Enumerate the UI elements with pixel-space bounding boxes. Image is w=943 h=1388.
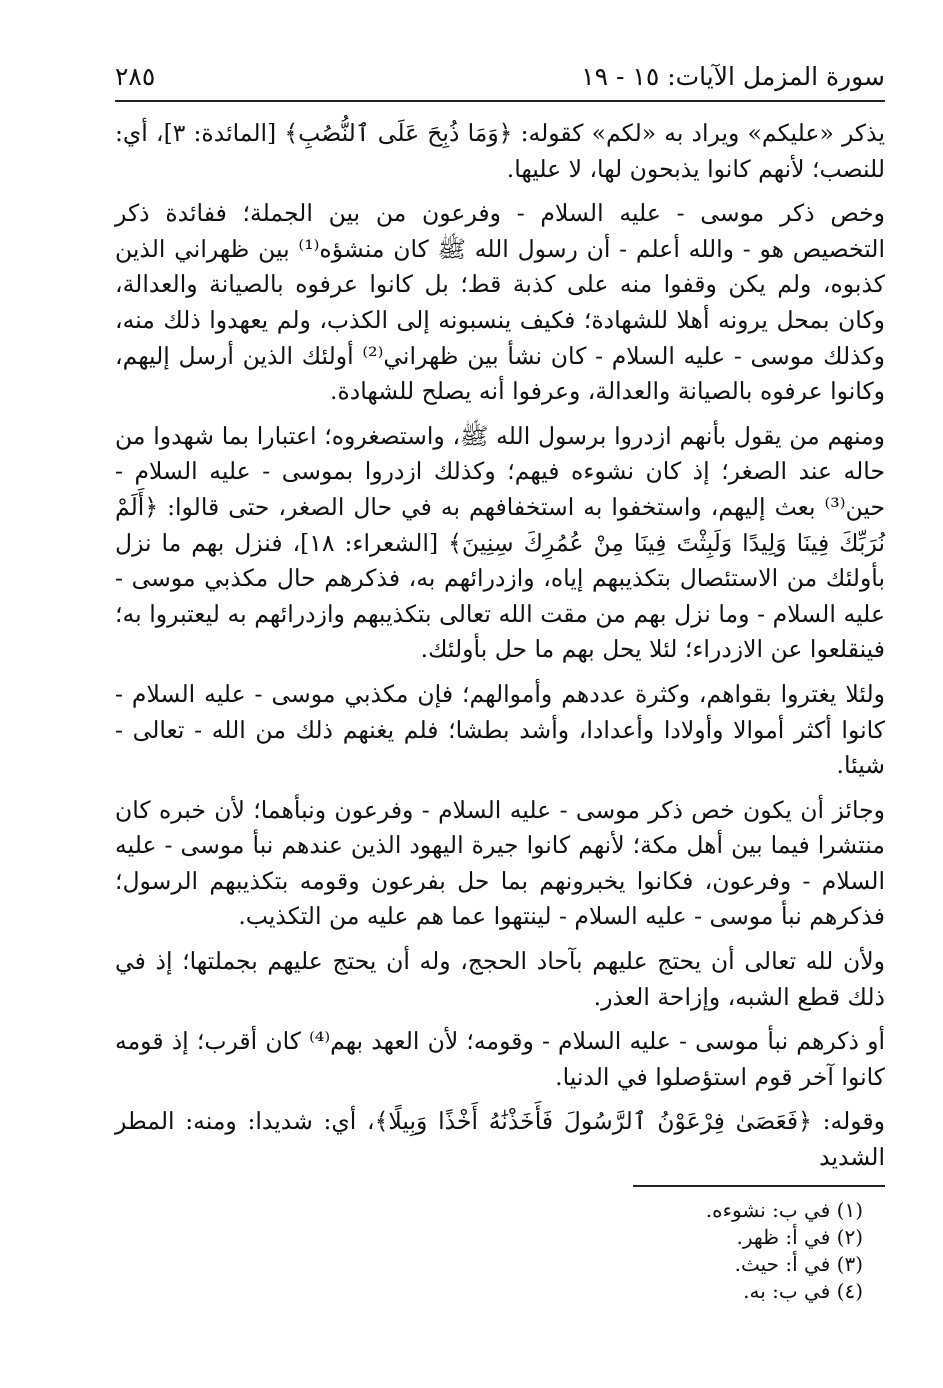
paragraph: ولأن لله تعالى أن يحتج عليهم بآحاد الحجج، وله أن يحتج عليهم بجملتها؛ إذ في ذلك قطع الشبه، وإزاحة العذر. [115,947,885,1011]
paragraph: ولئلا يغتروا بقواهم، وكثرة عددهم وأموالهم؛ فإن مكذبي موسى - عليه السلام - كانوا أكثر أموالا وأولادا وأعدادا، وأشد بطشا؛ فلم يغنهم ذلك من الله - تعالى - شيئا. [115,679,885,780]
footnote-divider [633,1185,885,1187]
paragraph: وجائز أن يكون خص ذكر موسى - عليه السلام - وفرعون ونبأهما؛ لأن خبره كان منتشرا فيما بين أهل مكة؛ لأنهم كانوا جيرة اليهود الذين عندهم نبأ موسى - عليه السلام - وفرعون، فكانوا يخبرونهم بما حل بفرعون وقومه بتكذيبهم الرسول؛ فذكرهم نبأ موسى - عليه السلام - لينتهوا عما هم عليه من التكذيب. [115,795,885,931]
main-text [115,116,885,1176]
footnote: (١) في ب: نشوءه. [705,1197,863,1222]
footnote: (٤) في ب: به. [743,1278,863,1303]
footnote: (٣) في أ: حيث. [734,1251,863,1276]
paragraph: وخص ذكر موسى - عليه السلام - وفرعون من بين الجملة؛ ففائدة ذكر التخصيص هو - والله أعلم - أن رسول الله ﷺ كان منشؤه⁽¹⁾ بين ظهراني الذين كذبوه، ولم يكن وقفوا منه على كذبة قط؛ بل كانوا عرفوه بالصيانة والعدالة، وكان بمحل يرونه أهلا للشهادة؛ فكيف ينسبونه إلى الكذب، ولم يعهدوا ذلك منه، وكذلك موسى - عليه السلام - كان نشأ بين ظهراني⁽²⁾ أولئك الذين أرسل إليهم، وكانوا عرفوه بالصيانة والعدالة، وعرفوا أنه يصلح للشهادة. [115,199,885,406]
page-number: ٢٨٥ [115,62,156,91]
page-header [115,48,885,102]
footnotes [115,1197,863,1305]
paragraph: وقوله: ﴿فَعَصَىٰ فِرْعَوْنُ ٱلرَّسُولَ فَأَخَذْنَٰهُ أَخْذًا وَبِيلًا﴾، أي: شديدا: ومنه: المطر الشديد [115,1107,885,1172]
paragraph: يذكر «عليكم» ويراد به «لكم» كقوله: ﴿وَمَا ذُبِحَ عَلَى ٱلنُّصُبِ﴾ [المائدة: ٣]، أي: للنصب؛ لأنهم كانوا يذبحون لها، لا عليها. [115,119,885,183]
footnote: (٢) في أ: ظهر. [736,1224,863,1249]
book-page [115,48,885,1358]
chapter-title: سورة المزمل الآيات: ١٥ - ١٩ [581,62,885,91]
paragraph: ومنهم من يقول بأنهم ازدروا برسول الله ﷺ، واستصغروه؛ اعتبارا بما شهدوا من حاله عند الصغر؛ إذ كان نشوءه فيهم؛ وكذلك ازدروا بموسى - عليه السلام - حين⁽³⁾ بعث إليهم، واستخفوا به استخفافهم به في حال الصغر، حتى قالوا: ﴿أَلَمْ نُرَبِّكَ فِينَا وَلِيدًا وَلَبِثْتَ فِينَا مِنْ عُمُرِكَ سِنِينَ﴾ [الشعراء: ١٨]، فنزل بهم ما نزل بأولئك من الاستئصال بتكذيبهم إياه، وازدرائهم به، فذكرهم حال مكذبي موسى - عليه السلام - وما نزل بهم من مقت الله تعالى بتكذيبهم وازدرائهم به ليعتبروا به؛ فينقلعوا عن الازدراء؛ لئلا يحل بهم ما حل بأولئك. [115,421,885,664]
paragraph: أو ذكرهم نبأ موسى - عليه السلام - وقومه؛ لأن العهد بهم⁽⁴⁾ كان أقرب؛ إذ قومه كانوا آخر قوم استؤصلوا في الدنيا. [115,1027,885,1091]
